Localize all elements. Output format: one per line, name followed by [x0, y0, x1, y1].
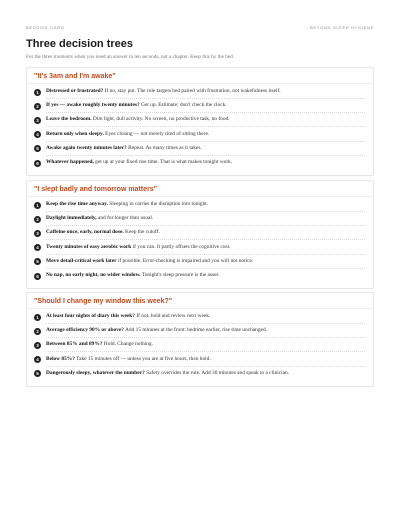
step-lead: Caffeine once, early, normal dose. — [46, 229, 124, 236]
tree-step — [34, 241, 365, 255]
step-text — [46, 116, 365, 123]
step-text — [46, 327, 365, 334]
header-right-label: · BEYOND SLEEP HYGIENE — [306, 25, 374, 30]
step-lead: If yes — awake roughly twenty minutes? — [46, 102, 140, 109]
decision-tree-card — [26, 180, 374, 289]
header-left-label: BEDSIDE CARD — [26, 25, 65, 30]
step-number-badge: 1 — [34, 202, 41, 209]
step-lead: Daylight immediately, — [46, 215, 97, 222]
tree-step — [34, 338, 365, 352]
step-text — [46, 356, 365, 363]
tree-step — [34, 212, 365, 226]
step-detail: Hold. Change nothing. — [102, 341, 153, 348]
step-detail: Sleeping in carries the disruption into tonight. — [107, 201, 209, 207]
card-divider — [27, 196, 373, 197]
step-number-badge: 4 — [34, 244, 41, 251]
step-text — [46, 272, 365, 279]
step-detail: Tonight's sleep pressure is the asset. — [140, 272, 220, 278]
step-number-badge: 4 — [34, 131, 41, 138]
tree-step — [34, 226, 365, 240]
step-detail: and for longer than usual. — [96, 215, 154, 222]
tree-step — [34, 99, 365, 113]
step-number-badge: 6 — [34, 160, 41, 167]
step-detail: Safety overrides the rule. Add 30 minutes and speak to a clinician. — [144, 369, 290, 376]
decision-tree-card — [26, 292, 374, 387]
step-text — [46, 131, 365, 138]
tree-title: "Should I change my window this week?" — [34, 298, 173, 305]
step-lead: Between 85% and 89%? — [46, 341, 103, 348]
step-number-badge: 2 — [34, 216, 41, 223]
decision-tree-card — [26, 67, 374, 176]
step-detail: get up at your fixed rise time. That is what makes tonight work. — [93, 159, 233, 165]
step-lead: Return only when sleepy. — [46, 130, 104, 137]
step-detail: if possible. Error-checking is impaired and you will not notice. — [116, 257, 254, 264]
tree-title: "It's 3am and I'm awake" — [34, 73, 116, 80]
step-text — [46, 341, 365, 348]
step-detail: Take 15 minutes off — unless you are at five hours, then hold. — [74, 355, 211, 362]
step-detail: If no, stay put. The rule targets bed paired with frustration, not wakefulness itself. — [103, 88, 281, 94]
step-text — [46, 215, 365, 222]
step-lead: At least four nights of diary this week? — [46, 313, 135, 319]
tree-step — [34, 156, 365, 170]
step-detail: Eyes closing — not merely tired of sitting there. — [103, 130, 210, 137]
tree-step — [34, 142, 365, 156]
step-lead: Move detail-critical work later — [46, 257, 117, 264]
step-lead: Whatever happened, — [46, 159, 94, 165]
tree-step — [34, 198, 365, 212]
step-text — [46, 244, 365, 251]
tree-step — [34, 367, 365, 381]
tree-step — [34, 113, 365, 127]
step-text — [46, 102, 365, 109]
step-lead: Awake again twenty minutes later? — [46, 144, 127, 151]
tree-title: "I slept badly and tomorrow matters" — [34, 186, 157, 193]
tree-step — [34, 255, 365, 269]
step-detail: Add 15 minutes at the front: bedtime earlier, rise time unchanged. — [123, 327, 267, 334]
step-text — [46, 229, 365, 236]
step-text — [46, 159, 365, 166]
card-divider — [27, 83, 373, 84]
step-lead: Dangerously sleepy, whatever the number? — [46, 369, 145, 376]
page-subtitle: For the three moments when you need an answer in ten seconds, not a chapter. Keep this by the bed. — [26, 54, 235, 60]
tree-step — [34, 269, 365, 283]
step-text — [46, 88, 365, 95]
step-number-badge: 4 — [34, 356, 41, 363]
step-number-badge: 5 — [34, 145, 41, 152]
step-detail: Dim light, dull activity. No screen, no productive task, no food. — [91, 116, 230, 123]
step-number-badge: 5 — [34, 258, 41, 265]
step-detail: Keep the cutoff. — [123, 229, 160, 236]
step-number-badge: 1 — [34, 314, 41, 321]
step-number-badge: 2 — [34, 103, 41, 110]
tree-step — [34, 324, 365, 338]
card-divider — [27, 308, 373, 309]
step-number-badge: 3 — [34, 230, 41, 237]
step-text — [46, 201, 365, 208]
tree-step — [34, 85, 365, 99]
step-lead: Leave the bedroom. — [46, 116, 92, 123]
running-header — [26, 25, 374, 33]
page-title: Three decision trees — [26, 38, 133, 50]
step-lead: Below 85%? — [46, 355, 75, 362]
step-text — [46, 313, 365, 320]
step-text — [46, 258, 365, 265]
step-number-badge: 6 — [34, 273, 41, 280]
step-detail: Repeat. As many times as it takes. — [126, 144, 202, 151]
step-detail: If not, hold and review next week. — [135, 313, 211, 319]
step-detail: Get up. Estimate; don't check the clock. — [139, 102, 227, 109]
step-number-badge: 2 — [34, 328, 41, 335]
step-lead: Twenty minutes of easy aerobic work — [46, 243, 132, 250]
step-detail: if you can. It partly offsets the cognitive cost. — [131, 243, 231, 250]
step-text — [46, 145, 365, 152]
step-number-badge: 3 — [34, 342, 41, 349]
step-lead: Average efficiency 90% or above? — [46, 327, 124, 334]
step-text — [46, 370, 365, 377]
step-number-badge: 1 — [34, 89, 41, 96]
step-number-badge: 3 — [34, 117, 41, 124]
tree-step — [34, 310, 365, 324]
step-lead: No nap, no early night, no wider window. — [46, 272, 141, 278]
tree-step — [34, 353, 365, 367]
step-lead: Distressed or frustrated? — [46, 88, 104, 94]
step-lead: Keep the rise time anyway. — [46, 201, 108, 207]
tree-step — [34, 128, 365, 142]
step-number-badge: 5 — [34, 370, 41, 377]
